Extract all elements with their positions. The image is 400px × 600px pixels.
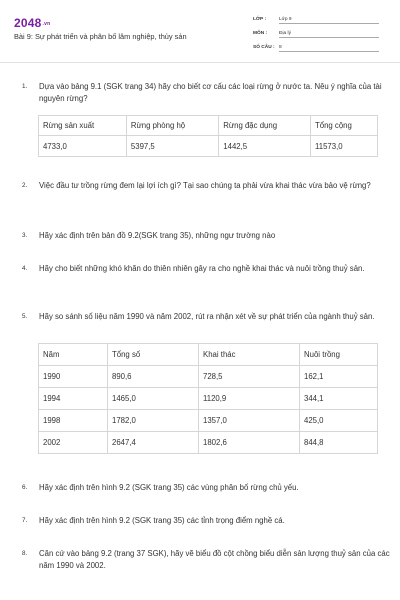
table-cell: 1990 [39,366,108,388]
logo-text: 2048 [14,16,42,30]
meta-class [253,17,383,24]
forest-table [38,115,378,157]
question-number: 4. [22,265,28,272]
table-row [39,136,378,157]
question-text: Hãy so sánh số liệu năm 1990 và năm 2002, rút ra nhận xét về sự phát triển của ngành thuỷ sản. [39,312,375,321]
meta-label: MÔN : [253,31,268,36]
question-number: 1. [22,83,28,90]
meta-count [253,45,383,52]
meta-label: SỐ CÂU : [253,45,275,50]
table-cell: 2002 [39,432,108,454]
table-cell: 1998 [39,410,108,432]
table-row [39,366,378,388]
table-header-cell: Khai thác [199,344,300,366]
meta-subject [253,31,383,38]
table-cell: 1465,0 [108,388,199,410]
fishery-table [38,343,378,454]
table-cell: 1120,9 [199,388,300,410]
table-row [39,432,378,454]
table-cell: 728,5 [199,366,300,388]
table-cell: 1994 [39,388,108,410]
question-text: Hãy cho biết những khó khăn do thiên nhiên gây ra cho nghề khai thác và nuôi trồng thuỷ sản. [39,264,365,273]
table-row [39,410,378,432]
table-header-cell: Rừng sản xuất [39,116,127,136]
table-header-cell: Tổng số [108,344,199,366]
question-number: 3. [22,232,28,239]
table-header-cell: Năm [39,344,108,366]
table-cell: 1802,6 [199,432,300,454]
meta-label: LỚP : [253,17,267,22]
site-logo[interactable] [14,16,50,30]
page-header [0,0,400,62]
table-cell: 844,8 [300,432,378,454]
question-text: Hãy xác định trên bản đồ 9.2(SGK trang 35), những ngư trường nào [39,231,276,240]
question-text: Hãy xác định trên hình 9.2 (SGK trang 35) các tỉnh trọng điểm nghề cá. [39,516,285,525]
meta-value: Lớp 9 [279,17,379,24]
table-cell: 2647,4 [108,432,199,454]
table-header-cell: Rừng phòng hộ [126,116,218,136]
table-row [39,388,378,410]
meta-value: 8 [279,45,379,52]
question-number: 7. [22,517,28,524]
table-header-cell: Nuôi trồng [300,344,378,366]
logo-tld: .vn [42,21,51,27]
table-cell: 425,0 [300,410,378,432]
question-number: 6. [22,484,28,491]
question-text: Căn cứ vào bảng 9.2 (trang 37 SGK), hãy vẽ biểu đồ cột chồng biểu diễn sản lượng thuỷ sản của các năm 1990 và 2002. [39,549,390,570]
question-number: 2. [22,182,28,189]
question-number: 5. [22,313,28,320]
table-header-cell: Rừng đặc dụng [219,116,311,136]
question-text: Hãy xác định trên hình 9.2 (SGK trang 35) các vùng phân bố rừng chủ yếu. [39,483,299,492]
question-text: Dựa vào bảng 9.1 (SGK trang 34) hãy cho biết cơ cấu các loại rừng ở nước ta. Nêu ý nghĩa của tài nguyên rừng? [39,82,382,103]
table-cell: 5397,5 [126,136,218,157]
table-header-row [39,116,378,136]
table-cell: 1442,5 [219,136,311,157]
question-text: Việc đầu tư trồng rừng đem lại lợi ích gì? Tại sao chúng ta phải vừa khai thác vừa bảo vệ rừng? [39,181,371,190]
table-cell: 1782,0 [108,410,199,432]
table-cell: 1357,0 [199,410,300,432]
table-cell: 890,6 [108,366,199,388]
table-cell: 4733,0 [39,136,127,157]
table-cell: 11573,0 [310,136,377,157]
lesson-title: Bài 9: Sự phát triển và phân bố lâm nghiệp, thủy sản [14,32,187,41]
table-header-cell: Tổng cộng [310,116,377,136]
table-header-row [39,344,378,366]
meta-value: Địa lý [279,31,379,38]
question-number: 8. [22,550,28,557]
header-divider [0,62,400,63]
table-cell: 162,1 [300,366,378,388]
table-cell: 344,1 [300,388,378,410]
